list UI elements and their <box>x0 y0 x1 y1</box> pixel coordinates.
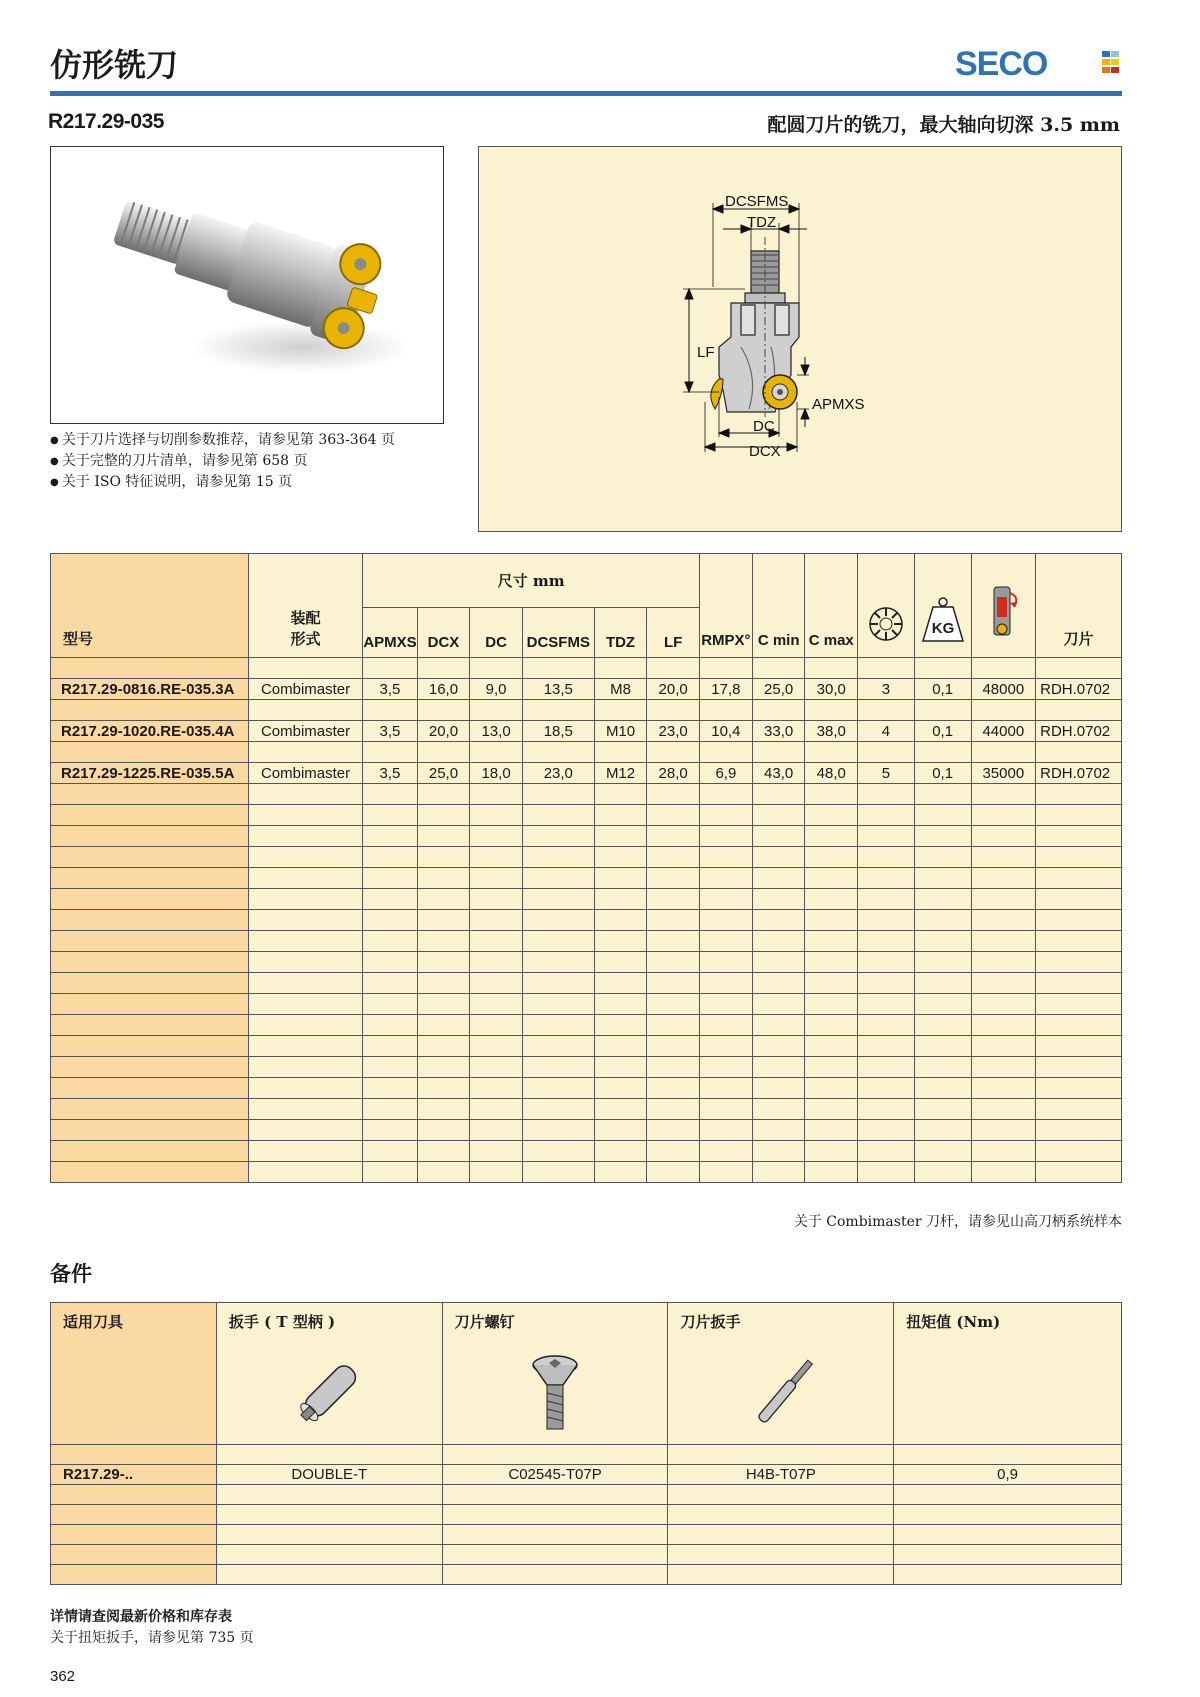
cell-lf: 23,0 <box>647 721 700 742</box>
filler-row <box>51 784 1122 805</box>
cell-assembly: Combimaster <box>248 721 363 742</box>
spares-torque: 0,9 <box>894 1465 1122 1485</box>
cell-cmax: 48,0 <box>805 763 858 784</box>
filler-row <box>51 889 1122 910</box>
filler-row <box>51 847 1122 868</box>
spares-key: H4B-T07P <box>668 1465 894 1485</box>
table-row <box>51 679 1122 700</box>
filler-row <box>51 742 1122 763</box>
seco-logo <box>955 45 1120 81</box>
spares-header-key: 刀片扳手 <box>680 1313 741 1331</box>
cell-apmxs: 3,5 <box>363 763 417 784</box>
cell-tdz: M12 <box>594 763 647 784</box>
insert-key-icon <box>740 1347 830 1437</box>
cell-dcx: 25,0 <box>417 763 470 784</box>
cell-assembly: Combimaster <box>248 679 363 700</box>
cell-kg: 0,1 <box>914 763 971 784</box>
max-rpm-icon <box>971 554 1036 658</box>
table-row <box>51 721 1122 742</box>
note-item: ● 关于完整的刀片清单，请参见第 658 页 <box>50 451 395 472</box>
header-model: 型号 <box>51 554 249 658</box>
cell-dcsfms: 23,0 <box>522 763 594 784</box>
page-title: 仿形铣刀 <box>50 46 179 84</box>
filler-row <box>51 1015 1122 1036</box>
notes-list <box>50 430 395 493</box>
product-table-body <box>51 658 1122 1183</box>
cell-kg: 0,1 <box>914 679 971 700</box>
label-apmxs: APMXS <box>812 396 865 413</box>
filler-row <box>51 1057 1122 1078</box>
filler-row <box>51 952 1122 973</box>
page-number: 362 <box>50 1668 76 1685</box>
header-insert: 刀片 <box>1036 554 1122 658</box>
filler-row <box>51 700 1122 721</box>
label-lf: LF <box>697 344 715 361</box>
cell-cmin: 33,0 <box>752 721 805 742</box>
dimension-diagram <box>478 146 1122 532</box>
t-wrench-icon <box>287 1353 367 1433</box>
spares-title: 备件 <box>50 1261 92 1286</box>
spares-screw: C02545-T07P <box>442 1465 668 1485</box>
cell-lf: 28,0 <box>647 763 700 784</box>
cell-apmxs: 3,5 <box>363 679 417 700</box>
cell-rpm: 35000 <box>971 763 1036 784</box>
cell-rpm: 48000 <box>971 679 1036 700</box>
filler-row <box>51 868 1122 889</box>
spares-header-key-cell <box>668 1303 894 1445</box>
spares-header-wrench: 扳手 ( T 型柄 ) <box>228 1313 336 1331</box>
filler-row <box>51 805 1122 826</box>
header-dcsfms: DCSFMS <box>522 608 594 658</box>
cell-insert: RDH.0702 <box>1036 721 1122 742</box>
cell-dc: 13,0 <box>470 721 523 742</box>
cell-rmpx: 10,4 <box>699 721 752 742</box>
spares-table <box>50 1302 1122 1585</box>
cell-rmpx: 17,8 <box>699 679 752 700</box>
cell-insert: RDH.0702 <box>1036 679 1122 700</box>
spares-header-torque: 扭矩值 (Nm) <box>894 1303 1122 1445</box>
filler-row <box>51 658 1122 679</box>
filler-row <box>51 1099 1122 1120</box>
filler-row <box>51 931 1122 952</box>
cell-cmin: 25,0 <box>752 679 805 700</box>
footer-note-price: 详情请查阅最新价格和库存表 <box>50 1609 232 1625</box>
label-tdz: TDZ <box>747 214 777 231</box>
filler-row <box>51 1078 1122 1099</box>
label-dcx: DCX <box>749 443 781 460</box>
cell-model: R217.29-1020.RE-035.4A <box>51 721 249 742</box>
cell-cmin: 43,0 <box>752 763 805 784</box>
note-item: ● 关于 ISO 特征说明，请参见第 15 页 <box>50 472 395 493</box>
spares-wrench: DOUBLE-T <box>216 1465 442 1485</box>
cell-tdz: M10 <box>594 721 647 742</box>
header-cmax: C max <box>805 554 858 658</box>
weight-kg-icon <box>914 554 971 658</box>
footer-note-torque: 关于扭矩扳手，请参见第 735 页 <box>50 1630 254 1646</box>
svg-text:KG: KG <box>931 620 954 637</box>
note-item: ● 关于刀片选择与切削参数推荐，请参见第 363-364 页 <box>50 430 395 451</box>
cell-cmax: 30,0 <box>805 679 858 700</box>
cell-cmax: 38,0 <box>805 721 858 742</box>
cell-assembly: Combimaster <box>248 763 363 784</box>
cell-dcsfms: 13,5 <box>522 679 594 700</box>
cell-model: R217.29-0816.RE-035.3A <box>51 679 249 700</box>
cell-dcsfms: 18,5 <box>522 721 594 742</box>
insert-screw-icon <box>525 1353 585 1437</box>
cell-apmxs: 3,5 <box>363 721 417 742</box>
product-table <box>50 553 1122 1183</box>
spares-header-tool: 适用刀具 <box>51 1303 217 1445</box>
header-dc: DC <box>470 608 523 658</box>
label-dc: DC <box>753 418 775 435</box>
header-dcx: DCX <box>417 608 470 658</box>
product-photo <box>50 146 444 424</box>
spares-header-screw: 刀片螺钉 <box>454 1313 515 1331</box>
cell-dc: 9,0 <box>470 679 523 700</box>
header-rule <box>50 91 1122 96</box>
header-rmpx: RMPX° <box>699 554 752 658</box>
filler-row <box>51 1162 1122 1183</box>
cell-rpm: 44000 <box>971 721 1036 742</box>
cell-lf: 20,0 <box>647 679 700 700</box>
filler-row <box>51 1120 1122 1141</box>
cell-kg: 0,1 <box>914 721 971 742</box>
spares-tool: R217.29-.. <box>51 1465 217 1485</box>
header-cmin: C min <box>752 554 805 658</box>
brand-text: SECO <box>955 45 1048 81</box>
filler-row <box>51 994 1122 1015</box>
header-lf: LF <box>647 608 700 658</box>
cell-insert: RDH.0702 <box>1036 763 1122 784</box>
header-assembly: 装配 形式 <box>248 554 363 658</box>
subtitle: 配圆刀片的铣刀，最大轴向切深 3.5 mm <box>767 114 1120 136</box>
spares-header-wrench-cell <box>216 1303 442 1445</box>
teeth-count-icon <box>858 554 915 658</box>
filler-row <box>51 1141 1122 1162</box>
cell-dc: 18,0 <box>470 763 523 784</box>
cell-teeth: 4 <box>858 721 915 742</box>
cell-model: R217.29-1225.RE-035.5A <box>51 763 249 784</box>
cell-dcx: 20,0 <box>417 721 470 742</box>
cell-tdz: M8 <box>594 679 647 700</box>
filler-row <box>51 826 1122 847</box>
header-dimensions: 尺寸 mm <box>363 554 700 608</box>
table-row <box>51 763 1122 784</box>
cell-dcx: 16,0 <box>417 679 470 700</box>
cell-rmpx: 6,9 <box>699 763 752 784</box>
label-dcsfms: DCSFMS <box>725 193 789 210</box>
cell-teeth: 3 <box>858 679 915 700</box>
filler-row <box>51 910 1122 931</box>
combimaster-note: 关于 Combimaster 刀杆，请参见山高刀柄系统样本 <box>793 1214 1122 1230</box>
header-apmxs: APMXS <box>363 608 417 658</box>
spares-header-screw-cell <box>442 1303 668 1445</box>
cell-teeth: 5 <box>858 763 915 784</box>
filler-row <box>51 973 1122 994</box>
header-tdz: TDZ <box>594 608 647 658</box>
model-code: R217.29-035 <box>48 110 164 133</box>
filler-row <box>51 1036 1122 1057</box>
